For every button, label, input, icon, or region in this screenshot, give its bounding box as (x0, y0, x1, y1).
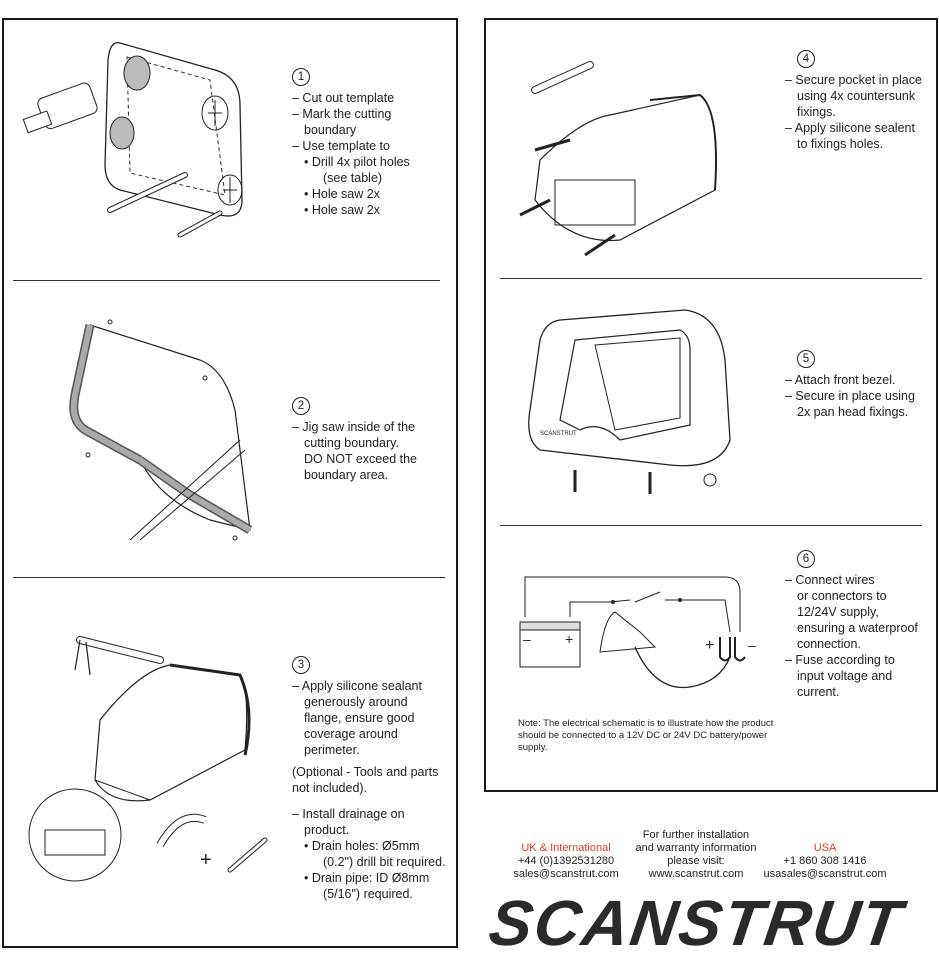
step-2-number: 2 (292, 397, 310, 415)
contact-uk-title: UK & International (521, 842, 611, 854)
schematic-note: Note: The electrical schematic is to illustrate how the product should be connected to a 12V DC or 24V DC battery/power supply. (518, 718, 774, 753)
step-5-line: – Attach front bezel. (785, 373, 896, 387)
contact-uk (500, 842, 632, 881)
contact-usa-phone: +1 860 308 1416 (783, 855, 867, 867)
step-3-drain: – Install drainage on (292, 807, 405, 821)
step-6-number: 6 (797, 550, 815, 568)
contact-usa (762, 842, 888, 881)
step-3-optional: (Optional - Tools and parts (292, 765, 439, 779)
svg-text:+: + (200, 849, 212, 871)
step-2-line: DO NOT exceed the (304, 452, 418, 466)
step-3-line: perimeter. (304, 743, 360, 757)
step-1-line: – Mark the cutting (292, 107, 392, 121)
step-5-line: – Secure in place using (785, 389, 915, 403)
step-4-number: 4 (797, 50, 815, 68)
step-3-line: generously around (304, 695, 408, 709)
step-6-line: connection. (797, 637, 861, 651)
contact-usa-title: USA (813, 842, 837, 854)
step-2-line: boundary area. (304, 468, 389, 482)
step-4-line: to fixings holes. (797, 137, 884, 151)
contact-info-line: For further installation (642, 829, 750, 841)
step-3-drain: (0.2") drill bit required. (323, 855, 446, 869)
contact-usa-email[interactable]: usasales@scanstrut.com (763, 868, 887, 880)
step-3-drain: product. (304, 823, 350, 837)
step-1-line: – Cut out template (292, 91, 395, 105)
step-3-drain: • Drain pipe: ID Ø8mm (304, 871, 430, 885)
step-1-text (292, 68, 410, 218)
step-6-line: current. (797, 685, 840, 699)
step-3-drain: (5/16") required. (323, 887, 413, 901)
pocket-illustration (510, 40, 730, 265)
divider-4 (500, 525, 922, 526)
step-3-number: 3 (292, 656, 310, 674)
cut-panel-illustration (40, 300, 270, 550)
contact-info (630, 829, 762, 881)
step-3-optional: not included). (292, 781, 368, 795)
contact-info-line: please visit: (667, 855, 725, 867)
svg-text:–: – (748, 637, 756, 653)
template-illustration (20, 35, 260, 245)
step-4-text (785, 50, 922, 152)
scanstrut-logo: SCANSTRUT (484, 887, 908, 959)
step-4-line: – Apply silicone sealent (785, 121, 915, 135)
step-1-line: • Hole saw 2x (304, 203, 380, 217)
step-2-line: – Jig saw inside of the (292, 420, 415, 434)
divider-1 (13, 280, 440, 281)
step-6-line: 12/24V supply, (797, 605, 879, 619)
wiring-schematic (515, 572, 775, 712)
step-1-line: • Hole saw 2x (304, 187, 380, 201)
step-1-line: (see table) (323, 171, 383, 185)
step-2-text (292, 397, 417, 483)
step-1-line: • Drill 4x pilot holes (304, 155, 410, 169)
svg-text:+: + (565, 631, 574, 647)
step-2-line: cutting boundary. (304, 436, 399, 450)
divider-2 (13, 577, 445, 578)
contact-uk-phone: +44 (0)1392531280 (517, 855, 615, 867)
step-3-line: flange, ensure good (304, 711, 415, 725)
sealant-illustration (20, 630, 280, 900)
step-3-drain: • Drain holes: Ø5mm (304, 839, 420, 853)
step-6-text (785, 550, 918, 700)
step-1-line: boundary (304, 123, 357, 137)
step-3-line: coverage around (304, 727, 398, 741)
contact-uk-email[interactable]: sales@scanstrut.com (513, 868, 619, 880)
step-6-line: input voltage and (797, 669, 893, 683)
svg-text:–: – (523, 631, 531, 647)
step-4-line: fixings. (797, 105, 836, 119)
step-1-line: – Use template to (292, 139, 390, 153)
step-3-text (292, 656, 446, 902)
step-4-line: – Secure pocket in place (785, 73, 922, 87)
step-4-line: using 4x countersunk (797, 89, 916, 103)
step-5-line: 2x pan head fixings. (797, 405, 909, 419)
step-6-line: – Fuse according to (785, 653, 895, 667)
step-6-line: or connectors to (797, 589, 887, 603)
svg-text:+: + (705, 637, 715, 654)
step-6-line: ensuring a waterproof (797, 621, 918, 635)
svg-text:SCANSTRUT: SCANSTRUT (540, 431, 577, 437)
step-3-line: – Apply silicone sealant (292, 679, 422, 693)
step-1-number: 1 (292, 68, 310, 86)
contact-info-line: and warranty information (635, 842, 757, 854)
contact-info-url[interactable]: www.scanstrut.com (648, 868, 744, 880)
step-5-number: 5 (797, 350, 815, 368)
bezel-illustration (520, 300, 750, 500)
divider-3 (500, 278, 922, 279)
step-5-text (785, 350, 915, 420)
step-6-line: – Connect wires (785, 573, 875, 587)
